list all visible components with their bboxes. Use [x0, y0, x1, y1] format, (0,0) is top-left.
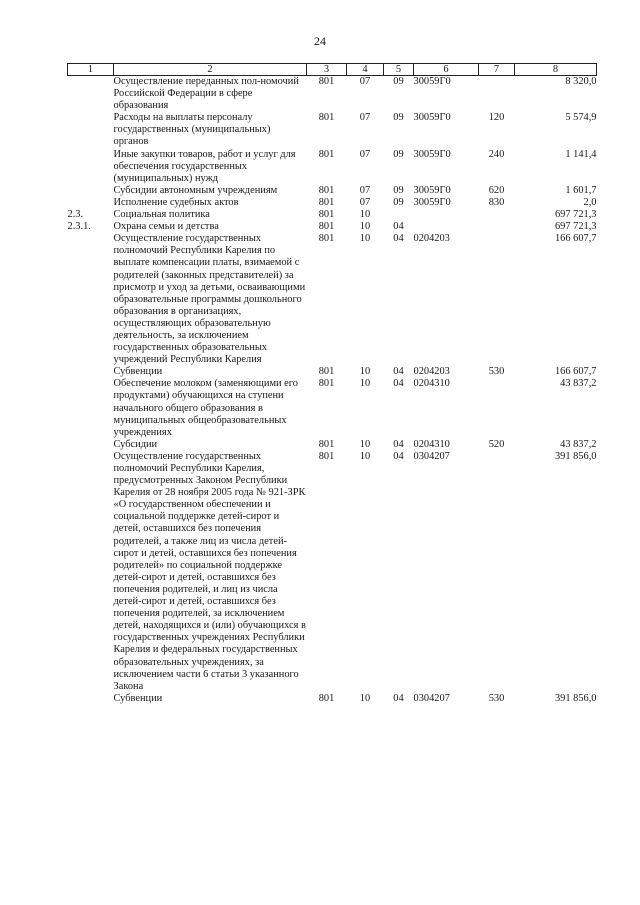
row-amount: 5 574,9 — [565, 112, 597, 124]
row-code-7 — [479, 378, 515, 438]
row-code-4: 10 — [359, 378, 371, 390]
row-code-7: 120 — [488, 112, 505, 124]
row-code-6 — [414, 209, 479, 221]
row-name: Иные закупки товаров, работ и услуг для обеспечения государственных (муниципальных) нужд — [113, 148, 296, 184]
header-col-7: 7 — [479, 64, 515, 76]
row-amount: 43 837,2 — [560, 438, 597, 450]
row-code-6: 0204310 — [413, 438, 450, 450]
row-amount: 43 837,2 — [560, 378, 597, 390]
row-code-7 — [479, 76, 515, 113]
row-amount: 1 141,4 — [565, 148, 597, 160]
row-code-7: 830 — [488, 196, 505, 208]
row-code-4: 07 — [359, 76, 371, 87]
row-number — [68, 149, 114, 185]
row-number — [68, 233, 114, 366]
row-name: Субвенции — [113, 366, 163, 378]
table-row — [68, 439, 597, 451]
table-row — [68, 76, 597, 113]
row-code-6: 30059Г0 — [413, 112, 451, 124]
row-code-5: 09 — [393, 196, 404, 208]
row-code-4: 10 — [359, 366, 371, 378]
row-code-4: 10 — [359, 450, 371, 462]
header-col-3: 3 — [307, 64, 347, 76]
row-code-7: 620 — [488, 184, 505, 196]
row-name: Осуществление государственных полномочий Республики Карелия по выплате компенсации платы, взимаемой с родителей (законных представителей) за присмотр и уход за детьми, осваивающими образовательные программы дошкольного образования в организациях, осуществляющих образовательную деятельность, за исключением государственных образовательных учреждений Республики Карелия — [113, 233, 306, 366]
row-code-5: 09 — [393, 148, 404, 160]
row-amount: 8 320,0 — [565, 76, 597, 87]
row-code-7 — [479, 209, 515, 221]
row-number — [68, 378, 114, 438]
row-amount: 166 607,7 — [554, 366, 597, 378]
table-row — [68, 233, 597, 366]
row-code-6: 0304207 — [413, 692, 450, 704]
row-code-3: 801 — [318, 209, 335, 221]
row-amount: 697 721,3 — [554, 221, 597, 233]
header-col-8: 8 — [515, 64, 597, 76]
row-name: Охрана семьи и детства — [113, 221, 219, 233]
row-code-6: 30059Г0 — [413, 196, 451, 208]
row-number — [68, 439, 114, 451]
row-name: Осуществление государственных полномочий Республики Карелия, предусмотренных Законом Республики Карелия от 28 ноября 2005 года № 921-ЗРК «О государственном обеспечении и социальной поддержке детей-сирот и детей, оставшихся без попечения родителей, а также лиц из числа детей-сирот и детей, оставшихся без попечения родителей» по социальной поддержке детей-сирот и детей, оставшихся без попечения родителей, и лиц из числа детей-сирот и детей, оставшихся без попечения родителей, за исключением детей, находящихся и (или) обучающихся в государственных учреждениях Республики Карелия и федеральных государственных образовательных учреждениях, за исключением части 6 статьи 3 указанного Закона — [113, 450, 306, 692]
row-number — [68, 451, 114, 693]
row-number — [68, 197, 114, 209]
table-row — [68, 209, 597, 221]
row-code-4: 10 — [359, 438, 371, 450]
row-code-7 — [479, 233, 515, 366]
row-code-5: 04 — [393, 366, 404, 378]
row-code-3: 801 — [318, 112, 335, 124]
row-code-5: 04 — [393, 233, 404, 245]
header-col-4: 4 — [347, 64, 384, 76]
row-code-6: 30059Г0 — [413, 184, 451, 196]
row-code-4: 10 — [359, 221, 371, 233]
row-name: Исполнение судебных актов — [113, 196, 239, 208]
row-code-3: 801 — [318, 76, 335, 87]
row-number — [68, 185, 114, 197]
row-amount: 391 856,0 — [554, 450, 597, 462]
table-row — [68, 149, 597, 185]
row-name: Обеспечение молоком (заменяющими его продуктами) обучающихся на ступени начального общего образования в муниципальных общеобразовательных учреждениях — [113, 378, 298, 438]
row-code-5: 09 — [393, 76, 404, 87]
row-name: Субсидии — [113, 438, 158, 450]
row-code-7 — [479, 451, 515, 693]
row-amount: 1 601,7 — [565, 184, 597, 196]
row-code-3: 801 — [318, 221, 335, 233]
row-code-4: 07 — [359, 184, 371, 196]
row-code-3: 801 — [318, 366, 335, 378]
table-row — [68, 112, 597, 148]
row-amount: 391 856,0 — [554, 692, 597, 704]
row-code-5: 04 — [393, 438, 404, 450]
row-code-3: 801 — [318, 196, 335, 208]
header-col-1: 1 — [68, 64, 114, 76]
table-row — [68, 197, 597, 209]
row-code-5: 09 — [393, 184, 404, 196]
row-code-4: 10 — [359, 692, 371, 704]
row-code-4: 10 — [359, 233, 371, 245]
row-name: Субвенции — [113, 692, 163, 704]
row-code-3: 801 — [318, 450, 335, 462]
row-number: 2.3.1. — [67, 221, 91, 233]
row-name: Осуществление переданных пол-номочий Российской Федерации в сфере образования — [113, 76, 299, 112]
row-code-4: 07 — [359, 196, 371, 208]
row-code-5: 04 — [393, 450, 404, 462]
row-number: 2.3. — [67, 209, 84, 221]
row-number — [68, 693, 114, 705]
table-row — [68, 221, 597, 233]
header-col-6: 6 — [414, 64, 479, 76]
row-code-7: 240 — [488, 148, 505, 160]
table-row — [68, 185, 597, 197]
row-number — [68, 112, 114, 148]
row-code-3: 801 — [318, 184, 335, 196]
table-row — [68, 451, 597, 693]
row-code-6 — [414, 221, 479, 233]
row-code-5 — [384, 209, 414, 221]
budget-table — [67, 63, 597, 705]
row-number — [68, 366, 114, 378]
row-code-7 — [479, 221, 515, 233]
row-code-6: 30059Г0 — [413, 76, 451, 87]
row-code-4: 07 — [359, 112, 371, 124]
row-code-3: 801 — [318, 438, 335, 450]
row-code-3: 801 — [318, 148, 335, 160]
row-amount: 2,0 — [583, 196, 597, 208]
table-row — [68, 366, 597, 378]
row-number — [68, 76, 114, 113]
row-code-6: 0204310 — [413, 378, 450, 390]
row-code-6: 0204203 — [413, 233, 450, 245]
row-code-5: 09 — [393, 112, 404, 124]
table-row — [68, 693, 597, 705]
row-code-7: 530 — [488, 692, 505, 704]
row-code-6: 30059Г0 — [413, 148, 451, 160]
row-code-6: 0304207 — [413, 450, 450, 462]
row-amount: 697 721,3 — [554, 209, 597, 221]
header-col-5: 5 — [384, 64, 414, 76]
row-code-3: 801 — [318, 378, 335, 390]
row-code-3: 801 — [318, 233, 335, 245]
row-code-4: 10 — [359, 209, 371, 221]
header-col-2: 2 — [114, 64, 307, 76]
row-name: Субсидии автономным учреждениям — [113, 184, 278, 196]
row-code-7: 530 — [488, 366, 505, 378]
row-name: Социальная политика — [113, 209, 210, 221]
row-name: Расходы на выплаты персоналу государственных (муниципальных) органов — [113, 112, 271, 148]
row-code-4: 07 — [359, 148, 371, 160]
row-code-5: 04 — [393, 378, 404, 390]
table-row — [68, 378, 597, 438]
header-row — [68, 64, 597, 76]
page-number: 24 — [314, 34, 326, 48]
row-code-5: 04 — [393, 692, 404, 704]
row-code-5: 04 — [393, 221, 404, 233]
row-code-6: 0204203 — [413, 366, 450, 378]
row-code-7: 520 — [488, 438, 505, 450]
row-amount: 166 607,7 — [554, 233, 597, 245]
row-code-3: 801 — [318, 692, 335, 704]
